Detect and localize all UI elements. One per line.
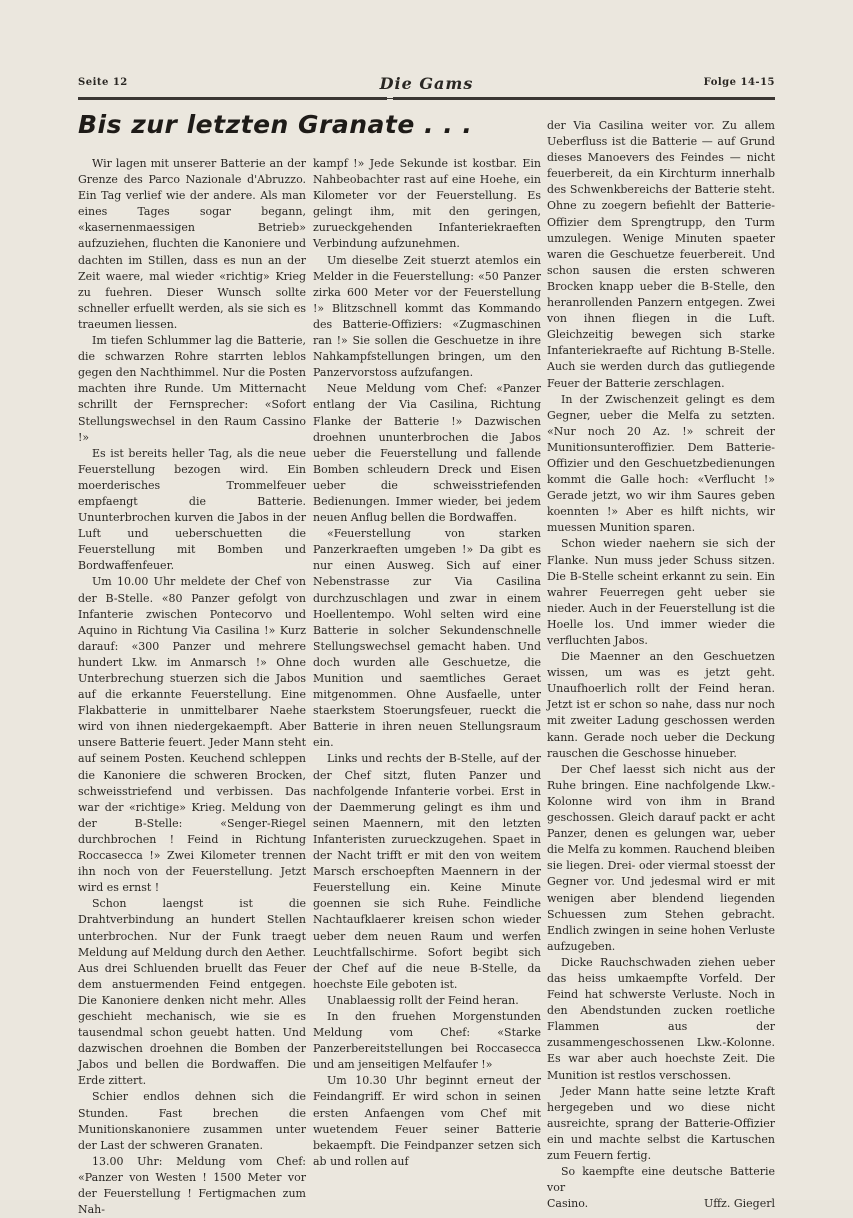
signature-line [547,1196,775,1212]
header-rule-right [393,97,775,100]
paragraph: Wir lagen mit unserer Batterie an der Grenze des Parco Nazionale d'Abruzzo. Ein Tag verlief wie der andere. Als man eines Tages sogar begann, «kasernenmaessigen Betrieb» aufzuziehen, fluchten die Kanoniere und dachten im Stillen, dass es nun an der Zeit waere, mal wieder «richtig» Krieg zu fuehren. Dieser Wunsch sollte schneller erfuellt werden, als sie sich es traeumen liessen. [78,157,306,331]
paragraph: Der Chef laesst sich nicht aus der Ruhe bringen. Eine nachfolgende Lkw.-Kolonne wird von ihm in Brand geschossen. Gleich darauf packt er acht Panzer, denen es gelungen war, ueber die Melfa zu kommen. Rauchend bleiben sie liegen. Drei- oder viermal stoesst der Gegner vor. Und jedesmal wird er mit wenigen aber blendend liegenden Schuessen zum Stehen gebracht. Endlich zwingen in seine hohen Verluste aufzugeben. [547,762,775,953]
page-header [78,74,775,94]
paragraph: Schon laengst ist die Drahtverbindung an hundert Stellen unterbrochen. Nur der Funk traegt Meldung auf Meldung durch den Aether. Aus drei Schluenden bruellt das Feuer dem anstuermenden Feind entgegen. Die Kanoniere denken nicht mehr. Alles geschieht mechanisch, wie sie es tausendmal schon geuebt hatten. Und dazwischen droehnen die Bomben der Jabos und bellen die Bordwaffen. Die Erde zittert. [78,897,306,1088]
paragraph: der Via Casilina weiter vor. Zu allem Ueberfluss ist die Batterie — auf Grund dieses Manoevers des Feindes — nicht feuerbereit, da ein Kirchturm innerhalb des Schwenkbereichs der Batterie steht. Ohne zu zoegern befiehlt der Batterie-Offizier dem Sprengtrupp, den Turm umzulegen. Wenige Minuten spaeter waren die Geschuetze feuerbereit. Und schon sausen die ersten schweren Brocken knapp ueber die B-Stelle, den heranrollenden Panzern entgegen. Zwei von ihnen fliegen in die Luft. Gleichzeitig bewegen sich starke Infanteriekraefte auf Richtung B-Stelle. Auch sie werden durch das gutliegende Feuer der Batterie zerschlagen. [547,119,775,390]
paragraph: Um 10.30 Uhr beginnt erneut der Feindangriff. Er wird schon in seinen ersten Anfaengen vom Chef mit wuetendem Feuer seiner Batterie bekaempft. Die Feindpanzer setzen sich ab und rollen auf [313,1074,541,1168]
paragraph: Im tiefen Schlummer lag die Batterie, die schwarzen Rohre starrten leblos gegen den Nachthimmel. Nur die Posten machten ihre Runde. Um Mitternacht schrillt der Fernsprecher: «Sofort Stellungswechsel in den Raum Cassino !» [78,334,306,444]
signature-author: Uffz. Giegerl [703,1197,775,1211]
article-column-3 [547,118,775,1212]
page-number: Seite 12 [78,77,128,88]
paragraph: «Feuerstellung von starken Panzerkraeften umgeben !» Da gibt es nur einen Ausweg. Sich auf einer Nebenstrasse zur Via Casilina durchzuschlagen und zwar in einem Hoellentempo. Wohl selten wird eine Batterie in solcher Sekundenschnelle Stellungswechsel gemacht haben. Und doch wurden alle Geschuetze, die Munition und saemtliches Geraet mitgenommen. Ohne Ausfaelle, unter staerkstem Stoerungsfeuer, rueckt die Batterie in ihren neuen Stellungsraum ein. [313,527,541,750]
paragraph: Es ist bereits heller Tag, als die neue Feuerstellung bezogen wird. Ein moerderisches Trommelfeuer empfaengt die Batterie. Ununterbrochen kurven die Jabos in der Luft und ueberschuetten die Feuerstellung mit Bomben und Bordwaffenfeuer. [78,446,306,573]
paragraph: Dicke Rauchschwaden ziehen ueber das heiss umkaempfte Vorfeld. Der Feind hat schwerste Verluste. Noch in den Abendstunden zucken roetliche Flammen aus der zusammengeschossenen Lkw.-Kolonne. Es war aber auch hoechste Zeit. Die Munition ist restlos verschossen. [547,955,775,1082]
paragraph: Schon wieder naehern sie sich der Flanke. Nun muss jeder Schuss sitzen. Die B-Stelle scheint erkannt zu sein. Ein wahrer Feuerregen geht ueber sie nieder. Auch in der Feuerstellung ist die Hoelle los. Und immer wieder die verfluchten Jabos. [547,537,775,647]
article-title: Bis zur letzten Granate . . . [78,110,473,139]
paragraph: Neue Meldung vom Chef: «Panzer entlang der Via Casilina, Richtung Flanke der Batterie !» Dazwischen droehnen ununterbrochen die Jabos ueber die Feuerstellung und fallende Bomben schleudern Dreck und Eisen ueber die schweisstriefenden Bedienungen. Immer wieder, bei jedem neuen Anflug bellen die Bordwaffen. [313,382,541,525]
paragraph: Schier endlos dehnen sich die Stunden. Fast brechen die Munitionskanoniere zusammen unter der Last der schweren Granaten. [78,1090,306,1152]
paragraph: 13.00 Uhr: Meldung vom Chef: «Panzer von Westen ! 1500 Meter vor der Feuerstellung ! Fertigmachen zum Nah- [78,1154,306,1217]
signature-place: Casino. [547,1197,589,1211]
paragraph: In der Zwischenzeit gelingt es dem Gegner, ueber die Melfa zu setzten. «Nur noch 20 Az. !» schreit der Munitionsunteroffizier. Dem Batterie-Offizier und den Geschuetzbedienungen kommt die Galle hoch: «Verflucht !» Gerade jetzt, wo wir ihm Saures geben koennten !» Aber es hilft nichts, wir muessen Munition sparen. [547,392,775,535]
paragraph: Um dieselbe Zeit stuerzt atemlos ein Melder in die Feuerstellung: «50 Panzer zirka 600 Meter vor der Feuerstellung !» Blitzschnell kommt das Kommando des Batterie-Offiziers: «Zugmaschinen ran !» Sie sollen die Geschuetze in ihre Nahkampfstellungen bringen, um den Panzervorstoss aufzufangen. [313,253,541,380]
paragraph: In den fruehen Morgenstunden Meldung vom Chef: «Starke Panzerbereitstellungen bei Roccasecca und am jenseitigen Melfaufer !» [313,1009,541,1072]
paragraph: kampf !» Jede Sekunde ist kostbar. Ein Nahbeobachter rast auf eine Hoehe, ein Kilometer vor der Feuerstellung. Es gelingt ihm, mit den geringen, zurueckgehenden Infanteriekraeften Verbindung aufzunehmen. [313,157,541,251]
issue-number: Folge 14-15 [703,77,775,88]
paragraph: Unablaessig rollt der Feind heran. [327,993,519,1007]
publication-title: Die Gams [379,74,474,93]
paragraph: Die Maenner an den Geschuetzen wissen, um was es jetzt geht. Unaufhoerlich rollt der Feind heran. Jetzt ist er schon so nahe, dass nur noch mit zweiter Ladung geschossen werden kann. Gerade noch ueber die Deckung rauschen die Geschosse hinueber. [547,650,775,760]
paragraph: Jeder Mann hatte seine letzte Kraft hergegeben und wo diese nicht ausreichte, sprang der Batterie-Offizier ein und machte selbst die Kartuschen zum Feuern fertig. [547,1084,775,1162]
paragraph: Um 10.00 Uhr meldete der Chef von der B-Stelle. «80 Panzer gefolgt von Infanterie zwischen Pontecorvo und Aquino in Richtung Via Casilina !» Kurz darauf: «300 Panzer und mehrere hundert Lkw. im Anmarsch !» Ohne Unterbrechung stuerzen sich die Jabos auf die erkannte Feuerstellung. Eine Flakbatterie in unmittelbarer Naehe wird von ihnen niedergekaempft. Aber unsere Batterie feuert. Jeder Mann steht auf seinem Posten. Keuchend schleppen die Kanoniere die schweren Brocken, schweisstriefend und verbissen. Das war der «richtige» Krieg. Meldung von der B-Stelle: «Senger-Riegel durchbrochen ! Feind in Richtung Roccasecca !» Zwei Kilometer trennen ihn noch von der Feuerstellung. Jetzt wird es ernst ! [78,575,307,895]
article-column-1 [78,156,306,1218]
article-column-2 [313,156,541,1170]
paragraph: Links und rechts der B-Stelle, auf der der Chef sitzt, fluten Panzer und nachfolgende Infanterie vorbei. Erst in der Daemmerung gelingt es ihm und seinen Maennern, mit den letzten Infanteristen zurueckzugehen. Spaet in der Nacht trifft er mit den von weitem Marsch erschoepften Maennern in der Feuerstellung ein. Keine Minute goennen sie sich Ruhe. Feindliche Nachtaufklaerer kreisen schon wieder ueber dem neuen Raum und werfen Leuchtfallschirme. Sofort begibt sich der Chef auf die neue B-Stelle, da hoechste Eile geboten ist. [313,752,541,991]
paragraph: So kaempfte eine deutsche Batterie vor [547,1165,775,1195]
header-rule-left [78,97,387,100]
